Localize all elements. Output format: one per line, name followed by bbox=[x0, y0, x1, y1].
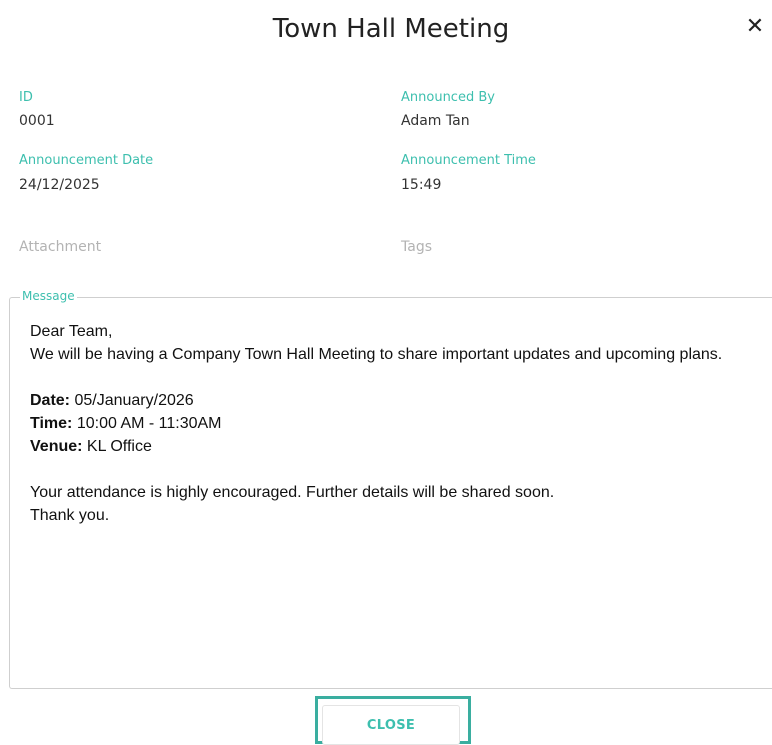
announced-by-label: Announced By bbox=[401, 90, 495, 105]
message-time-value: 10:00 AM - 11:30AM bbox=[72, 415, 222, 432]
tags-label: Tags bbox=[401, 239, 432, 255]
message-venue-value: KL Office bbox=[82, 438, 152, 455]
message-date-line bbox=[30, 389, 760, 412]
announcement-time-value: 15:49 bbox=[401, 177, 442, 193]
message-time-line bbox=[30, 412, 760, 435]
message-intro: We will be having a Company Town Hall Meeting to share important updates and upcoming plans. bbox=[30, 346, 723, 363]
announced-by-value: Adam Tan bbox=[401, 113, 470, 129]
message-date-label: Date: bbox=[30, 392, 71, 409]
announcement-date-label: Announcement Date bbox=[19, 153, 154, 168]
id-value: 0001 bbox=[19, 113, 55, 129]
id-label: ID bbox=[19, 90, 33, 105]
close-button[interactable]: CLOSE bbox=[322, 705, 460, 745]
attachment-label: Attachment bbox=[19, 239, 102, 255]
message-spacer bbox=[30, 458, 760, 481]
message-greeting: Dear Team, bbox=[30, 323, 113, 340]
message-body bbox=[30, 320, 760, 527]
announcement-date-value: 24/12/2025 bbox=[19, 177, 100, 193]
message-label: Message bbox=[22, 289, 75, 303]
dialog-title: Town Hall Meeting bbox=[272, 14, 510, 44]
message-venue-label: Venue: bbox=[30, 438, 83, 455]
message-time-label: Time: bbox=[30, 415, 73, 432]
message-venue-line bbox=[30, 435, 760, 458]
message-date-value: 05/January/2026 bbox=[70, 392, 194, 409]
message-spacer bbox=[30, 366, 760, 389]
announcement-time-label: Announcement Time bbox=[401, 153, 536, 168]
close-icon[interactable]: ✕ bbox=[745, 14, 765, 39]
message-signoff: Thank you. bbox=[30, 507, 110, 524]
message-closing: Your attendance is highly encouraged. Further details will be shared soon. bbox=[30, 484, 555, 501]
